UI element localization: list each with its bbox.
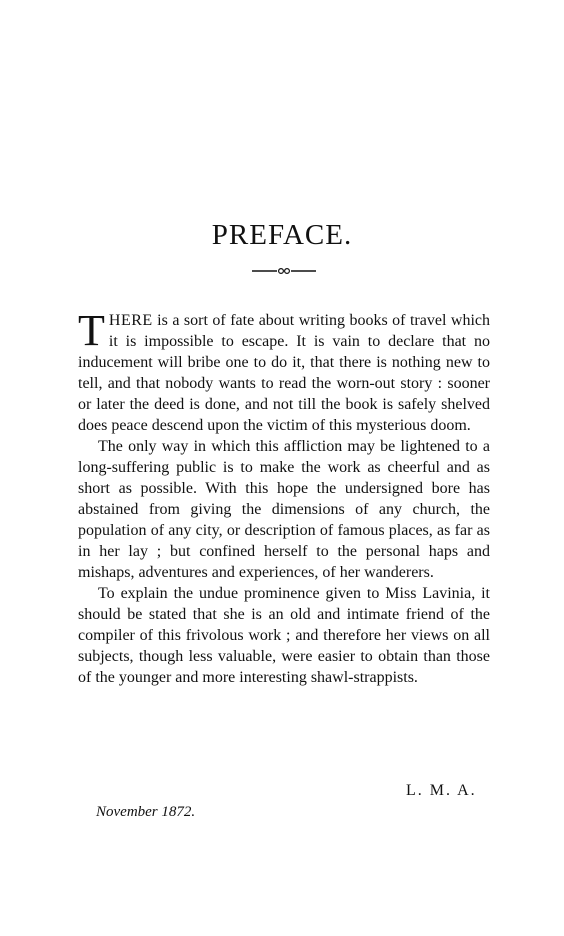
dateline: November 1872. (96, 804, 196, 820)
paragraph-3: To explain the undue prominence given to Miss Lavinia, it should be stated that she is an old and intimate friend of the compiler of this frivolous work ; and therefore her views on all subjects, though less valuable, were easier to obtain than those of the younger and more interesting shawl-strappists. (78, 585, 490, 686)
paragraph-1-lead: HERE (108, 312, 153, 329)
paragraph-1 (78, 306, 490, 436)
title-ornament (252, 266, 316, 276)
paragraph-2: The only way in which this affliction may be lightened to a long-suffering public is to make the work as cheerful and as short as possible. With this hope the undersigned bore has abstained from giving the dimensions of any church, the population of any city, or description of famous places, as far as in her lay ; but confined herself to the personal haps and mishaps, adventures and experiences, of her wanderers. (78, 438, 490, 581)
paragraph-1-text: is a sort of fate about writing books of travel which it is impossible to escape. It is vain to declare that no inducement will bribe one to do it, that there is nothing new to tell, and that nobody wants to read the worn-out story : sooner or later the deed is done, and not till the book is safely shelved does peace descend upon the victim of this mysterious doom. (78, 312, 490, 434)
preface-body (78, 306, 490, 688)
author-initials: L. M. A. (406, 782, 477, 799)
page-title: PREFACE. (211, 219, 353, 251)
drop-cap: T (78, 306, 105, 355)
